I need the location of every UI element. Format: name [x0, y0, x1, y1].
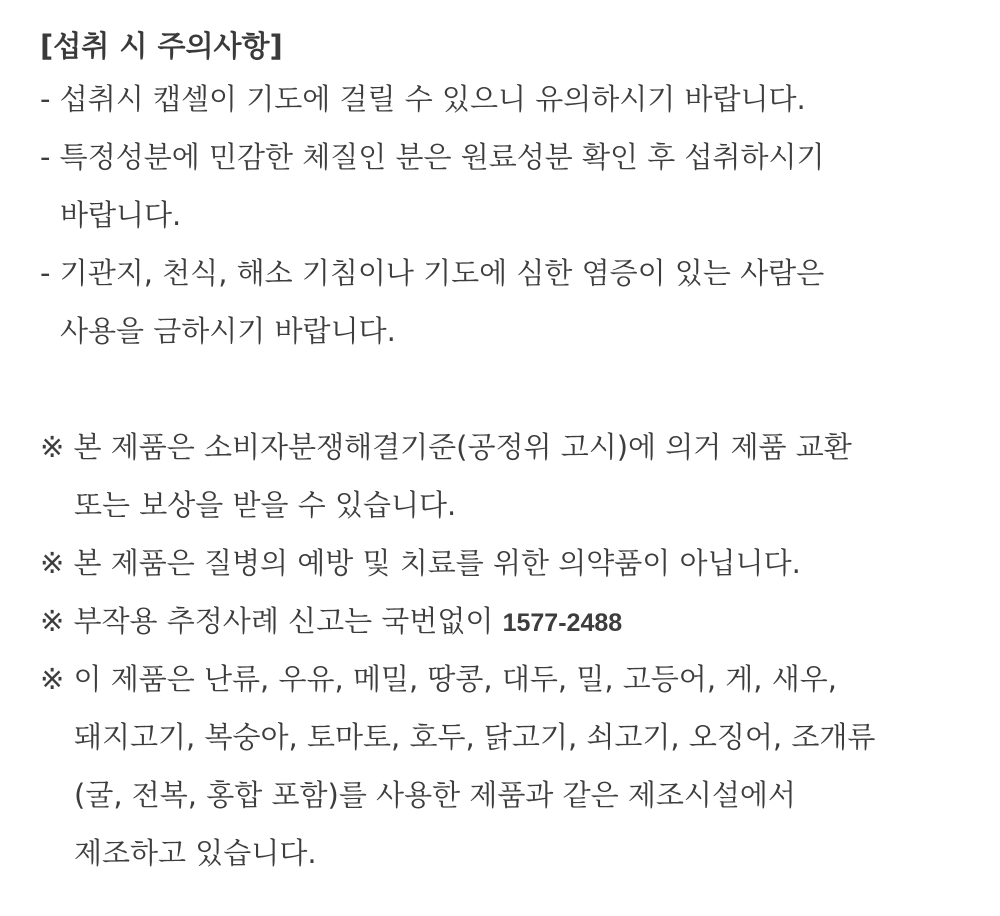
notice-line-sensitive: - 특정성분에 민감한 체질인 분은 원료성분 확인 후 섭취하시기 [40, 140, 825, 174]
notice-line-capsule: - 섭취시 캡셀이 기도에 걸릴 수 있으니 유의하시기 바랍니다. [40, 82, 806, 116]
notice-title: [섭취 시 주의사항] [40, 29, 283, 63]
remark-line-allergens: ※ 이 제품은 난류, 우유, 메밀, 땅콩, 대두, 밀, 고등어, 게, 새우, [40, 662, 837, 696]
remark-line-allergens-cont: 돼지고기, 복숭아, 토마토, 호두, 닭고기, 쇠고기, 오징어, 조개류 [74, 720, 876, 754]
precautions-document [40, 22, 980, 882]
notice-line-sensitive-cont: 바랍니다. [60, 198, 182, 232]
remark-line-not-medicine: ※ 본 제품은 질병의 예방 및 치료를 위한 의약품이 아닙니다. [40, 546, 801, 580]
report-phone-number: 1577-2488 [502, 609, 623, 637]
remark-line-allergens-cont3: 제조하고 있습니다. [74, 836, 317, 870]
notice-line-respiratory-cont: 사용을 금하시기 바랍니다. [60, 314, 396, 348]
notice-line-respiratory: - 기관지, 천식, 해소 기침이나 기도에 심한 염증이 있는 사람은 [40, 256, 825, 290]
remark-line-allergens-cont2: (굴, 전복, 홍합 포함)를 사용한 제품과 같은 제조시설에서 [74, 778, 796, 812]
section-spacer [40, 360, 980, 418]
report-text: ※ 부작용 추정사례 신고는 국번없이 [40, 604, 503, 638]
remark-line-exchange: ※ 본 제품은 소비자분쟁해결기준(공정위 고시)에 의거 제품 교환 [40, 430, 852, 464]
remark-line-report [40, 592, 980, 650]
remark-line-exchange-cont: 또는 보상을 받을 수 있습니다. [74, 488, 457, 522]
